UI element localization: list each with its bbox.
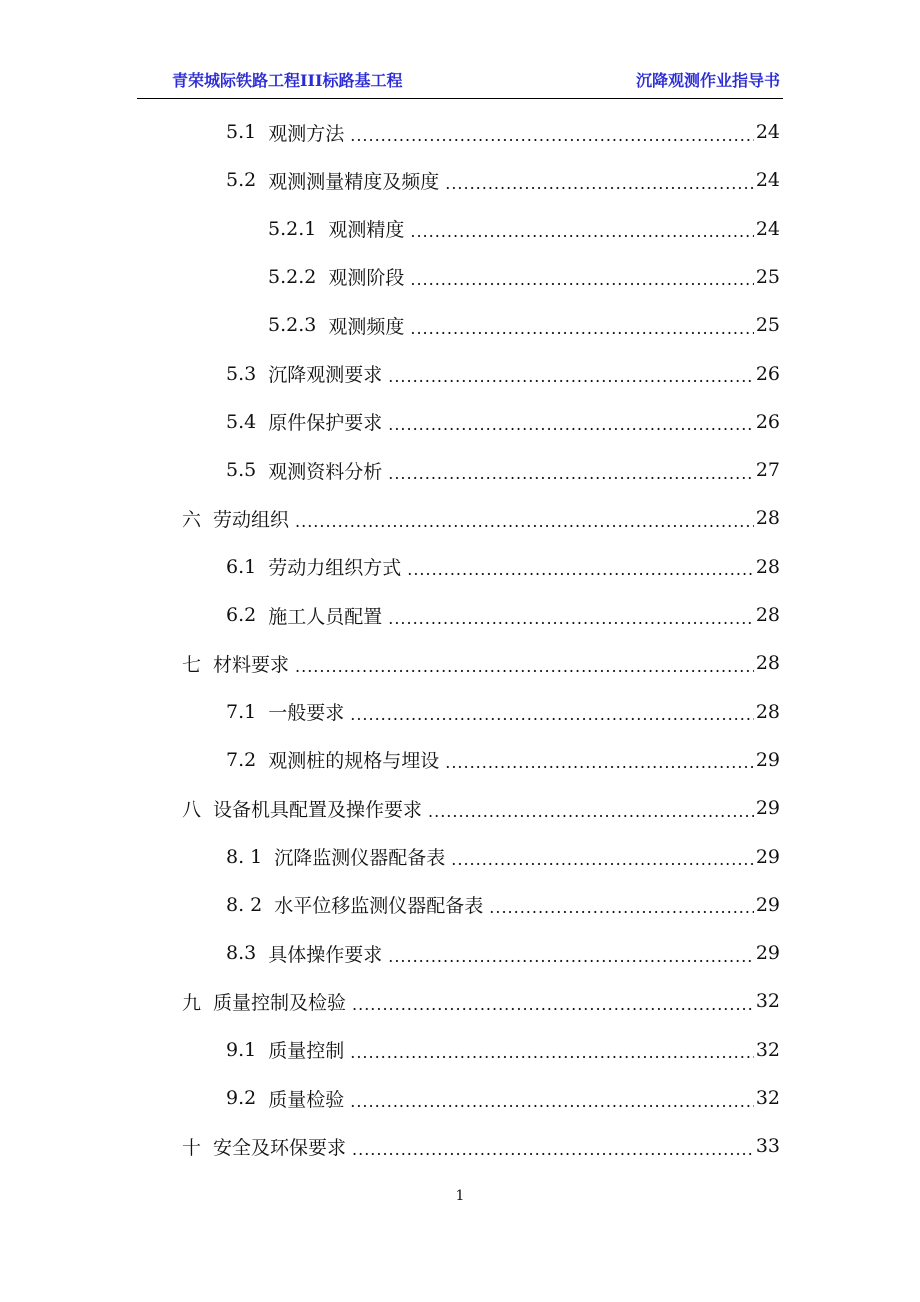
toc-entry-title: 安全及环保要求 — [213, 1136, 347, 1159]
toc-dot-leader — [410, 222, 753, 241]
toc-entry-number: 5.3 — [226, 362, 257, 385]
toc-entry-number: 9.2 — [226, 1087, 257, 1109]
toc-entry[interactable] — [182, 1126, 780, 1166]
toc-entry-page: 26 — [755, 362, 780, 385]
toc-entry[interactable] — [268, 209, 780, 249]
toc-entry-title: 沉降观测要求 — [268, 364, 383, 386]
toc-entry-page: 32 — [755, 990, 780, 1013]
toc-entry[interactable] — [226, 402, 780, 442]
toc-entry-title: 观测精度 — [328, 219, 405, 242]
page-number: 1 — [455, 1188, 465, 1204]
toc-entry-title: 质量控制及检验 — [213, 991, 347, 1014]
page-header — [137, 60, 783, 99]
toc-dot-leader — [352, 995, 754, 1014]
toc-entry-page: 29 — [755, 942, 780, 965]
toc-dot-leader — [352, 1140, 754, 1159]
toc-dot-leader — [388, 464, 754, 483]
toc-dot-leader — [388, 415, 754, 434]
toc-entry-number: 9.1 — [226, 1038, 257, 1061]
toc-dot-leader — [350, 705, 754, 724]
toc-entry[interactable] — [182, 643, 780, 683]
toc-entry-number: 5.2.3 — [268, 314, 317, 337]
toc-entry-title: 观测方法 — [268, 122, 345, 145]
toc-entry[interactable] — [182, 981, 780, 1021]
toc-entry-title: 观测桩的规格与埋设 — [268, 750, 440, 773]
toc-entry[interactable] — [226, 1078, 780, 1118]
toc-entry-number: 八 — [182, 798, 202, 821]
toc-entry-number: 六 — [182, 508, 202, 531]
toc-dot-leader — [388, 947, 754, 966]
toc-entry[interactable] — [226, 160, 780, 200]
toc-entry-title: 观测阶段 — [328, 267, 405, 290]
toc-entry-page: 32 — [755, 1087, 780, 1109]
toc-entry-page: 28 — [755, 700, 780, 723]
toc-entry[interactable] — [226, 740, 780, 780]
toc-dot-leader — [445, 174, 754, 193]
toc-entry-title: 沉降监测仪器配备表 — [274, 847, 446, 869]
toc-entry-number: 七 — [182, 653, 202, 676]
toc-entry-number: 8.3 — [226, 942, 257, 965]
toc-entry-page: 24 — [755, 169, 780, 192]
toc-entry-number: 5.1 — [226, 121, 257, 143]
toc-entry-page: 32 — [755, 1038, 780, 1061]
toc-dot-leader — [489, 898, 754, 917]
toc-entry-page: 29 — [755, 748, 780, 771]
toc-dot-leader — [410, 319, 753, 338]
toc-entry-page: 25 — [755, 265, 780, 288]
toc-dot-leader — [295, 512, 754, 531]
toc-entry-number: 十 — [182, 1136, 202, 1159]
toc-entry-title: 劳动力组织方式 — [268, 557, 402, 580]
toc-entry-title: 施工人员配置 — [268, 605, 383, 628]
toc-entry-page: 33 — [755, 1135, 780, 1158]
header-project-title: 青荣城际铁路工程III标路基工程 — [172, 71, 403, 90]
toc-dot-leader — [428, 802, 754, 821]
toc-entry-page: 24 — [755, 121, 780, 143]
toc-entry[interactable] — [226, 112, 780, 152]
toc-entry[interactable] — [226, 692, 780, 732]
toc-dot-leader — [350, 1043, 754, 1062]
toc-entry-number: 7.1 — [226, 700, 257, 723]
toc-entry[interactable] — [226, 837, 780, 877]
toc-entry-number: 5.5 — [226, 459, 257, 482]
toc-dot-leader — [407, 560, 754, 579]
toc-entry-page: 26 — [755, 410, 780, 433]
toc-entry-number: 6.2 — [226, 604, 257, 626]
toc-entry-page: 29 — [755, 845, 780, 868]
toc-entry-number: 九 — [182, 991, 202, 1014]
toc-entry[interactable] — [182, 788, 780, 828]
toc-entry-title: 具体操作要求 — [268, 943, 383, 966]
toc-entry-number: 7.2 — [226, 748, 257, 771]
toc-entry-title: 观测测量精度及频度 — [268, 170, 440, 193]
toc-entry[interactable] — [226, 354, 780, 394]
toc-entry-title: 观测资料分析 — [268, 460, 383, 483]
toc-entry-page: 28 — [755, 507, 780, 530]
toc-entry-title: 材料要求 — [213, 653, 290, 676]
toc-entry-page: 28 — [755, 555, 780, 578]
toc-entry-number: 8. 2 — [226, 893, 263, 916]
toc-entry[interactable] — [226, 595, 780, 635]
toc-entry-page: 27 — [755, 459, 780, 482]
toc-entry-number: 8. 1 — [226, 845, 263, 868]
toc-dot-leader — [388, 609, 754, 628]
toc-entry-number: 6.1 — [226, 555, 257, 578]
toc-entry-number: 5.2.1 — [268, 217, 317, 240]
toc-dot-leader — [350, 126, 754, 145]
toc-entry-page: 28 — [755, 604, 780, 626]
toc-entry-title: 质量控制 — [268, 1040, 345, 1063]
toc-entry[interactable] — [182, 498, 780, 538]
toc-dot-leader — [410, 270, 753, 289]
toc-entry[interactable] — [268, 305, 780, 345]
toc-entry-title: 质量检验 — [268, 1088, 345, 1111]
toc-entry-page: 29 — [755, 893, 780, 916]
toc-entry[interactable] — [226, 933, 780, 973]
toc-entry-number: 5.2 — [226, 169, 257, 192]
toc-entry-title: 原件保护要求 — [268, 412, 383, 435]
toc-entry-title: 劳动组织 — [213, 508, 290, 531]
toc-entry-title: 水平位移监测仪器配备表 — [274, 895, 484, 918]
toc-entry-page: 29 — [755, 797, 780, 820]
toc-entry[interactable] — [226, 450, 780, 490]
toc-entry-title: 观测频度 — [328, 315, 405, 338]
toc-entry-title: 一般要求 — [268, 702, 345, 725]
toc-dot-leader — [445, 753, 754, 772]
toc-entry[interactable] — [226, 547, 780, 587]
toc-dot-leader — [451, 850, 754, 869]
toc-entry-page: 28 — [755, 652, 780, 675]
toc-dot-leader — [295, 657, 754, 676]
toc-entry-number: 5.4 — [226, 410, 257, 433]
toc-entry[interactable] — [268, 257, 780, 297]
toc-entry-number: 5.2.2 — [268, 265, 317, 288]
toc-entry-page: 24 — [755, 217, 780, 240]
toc-dot-leader — [388, 367, 754, 386]
toc-entry[interactable] — [226, 885, 780, 925]
toc-entry-title: 设备机具配置及操作要求 — [213, 798, 423, 821]
toc-dot-leader — [350, 1092, 754, 1111]
toc-entry[interactable] — [226, 1030, 780, 1070]
toc-entry-page: 25 — [755, 314, 780, 337]
header-document-title: 沉降观测作业指导书 — [635, 71, 780, 90]
